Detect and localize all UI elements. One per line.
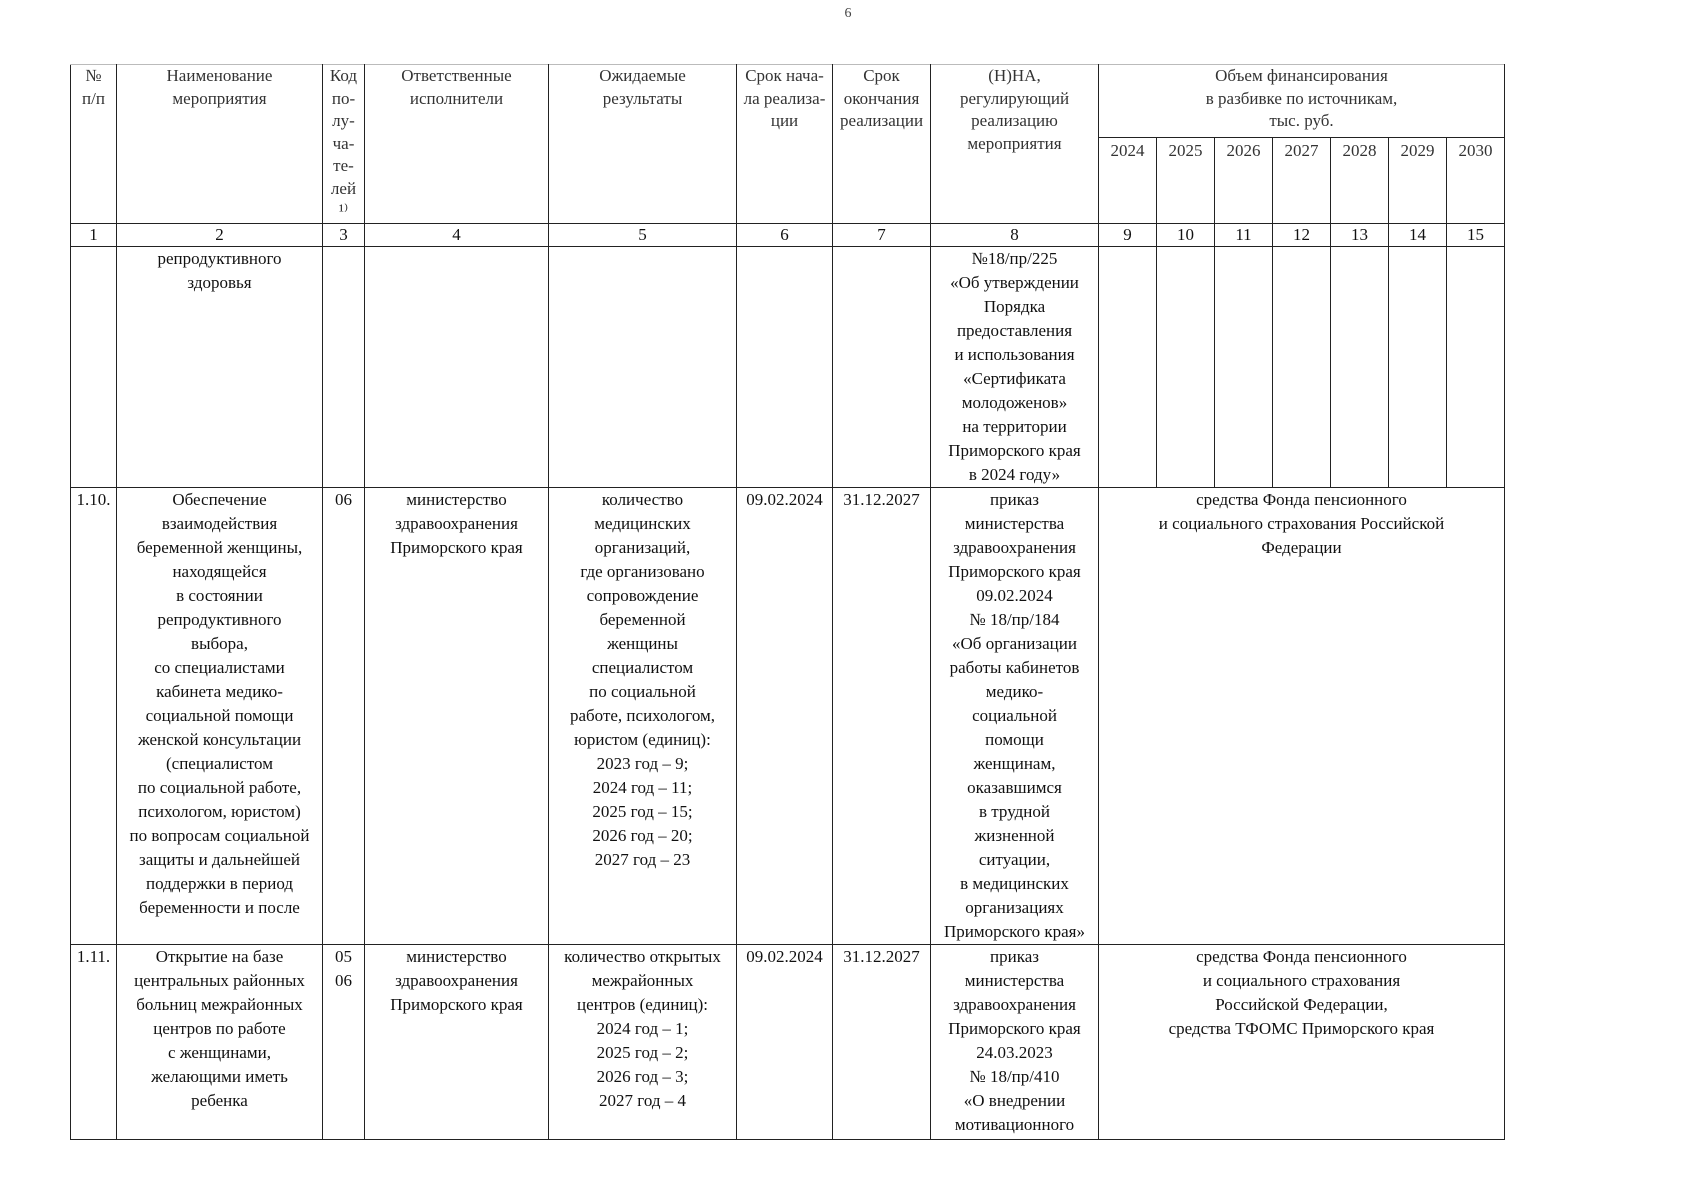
- column-number: 3: [323, 223, 365, 246]
- text-line: ребенка: [191, 1090, 248, 1110]
- text-line: медико-: [985, 681, 1044, 701]
- finance-cell: [1447, 246, 1505, 487]
- row-finance-sources: [1099, 487, 1505, 944]
- row-results: [549, 487, 737, 944]
- text-line: № 18/пр/410: [969, 1066, 1060, 1086]
- text-line: Российской Федерации,: [1215, 994, 1388, 1014]
- finance-cell: [1273, 246, 1331, 487]
- text-line: Код: [329, 66, 358, 85]
- text-line: «О внедрении: [963, 1090, 1066, 1110]
- text-line: работе, психологом,: [569, 705, 716, 725]
- column-number: 8: [931, 223, 1099, 246]
- column-number: 14: [1389, 223, 1447, 246]
- header-year: 2030: [1447, 137, 1505, 223]
- row-npa: [931, 487, 1099, 944]
- header-year: 2028: [1331, 137, 1389, 223]
- row-name: [117, 246, 323, 487]
- text-line: больниц межрайонных: [136, 994, 303, 1014]
- text-line: здравоохранения: [395, 513, 518, 533]
- row-results: [549, 944, 737, 1139]
- header-code: [323, 65, 365, 224]
- text-line: и использования: [954, 344, 1075, 364]
- text-line: здравоохранения: [953, 537, 1076, 557]
- header-end: [833, 65, 931, 224]
- text-line: по вопросам социальной: [129, 825, 310, 845]
- column-number: 7: [833, 223, 931, 246]
- text-line: те-: [333, 156, 354, 175]
- text-line: реализацию: [971, 111, 1058, 130]
- text-line: в медицинских: [960, 873, 1069, 893]
- row-code: [323, 487, 365, 944]
- text-line: лу-: [332, 111, 355, 130]
- column-number: 5: [549, 223, 737, 246]
- header-name: [117, 65, 323, 224]
- text-line: количество: [601, 489, 684, 509]
- text-line: беременной: [599, 609, 686, 629]
- text-line: беременной женщины,: [136, 537, 303, 557]
- text-line: (Н)НА,: [988, 66, 1041, 85]
- header-finance: [1099, 65, 1505, 138]
- row-npa: [931, 246, 1099, 487]
- text-line: Федерации: [1261, 537, 1342, 557]
- text-line: ситуации,: [978, 849, 1051, 869]
- text-line: исполнители: [409, 88, 504, 108]
- text-line: на территории: [962, 416, 1067, 436]
- text-line: кабинета медико-: [156, 681, 283, 701]
- text-line: министерства: [964, 513, 1065, 533]
- text-line: тыс. руб.: [1269, 111, 1334, 130]
- row-executors: [365, 487, 549, 944]
- text-line: № 18/пр/184: [969, 609, 1060, 629]
- text-line: средства ТФОМС Приморского края: [1168, 1018, 1435, 1038]
- text-line: социальной: [972, 705, 1057, 725]
- text-line: с женщинами,: [168, 1042, 271, 1062]
- column-number: 13: [1331, 223, 1389, 246]
- table-header: [71, 65, 1505, 224]
- text-line: средства Фонда пенсионного: [1196, 946, 1407, 966]
- text-line: Приморского края: [948, 440, 1081, 460]
- header-year: 2026: [1215, 137, 1273, 223]
- text-line: 2026 год – 3;: [596, 1066, 689, 1086]
- text-line: 2023 год – 9;: [596, 753, 689, 773]
- column-number: 12: [1273, 223, 1331, 246]
- text-line: центров (единиц):: [576, 994, 709, 1014]
- text-line: психологом, юристом): [138, 801, 301, 821]
- row-num: 1.11.: [71, 944, 117, 1139]
- text-line: Приморского края: [390, 537, 523, 557]
- text-line: Приморского края: [948, 561, 1081, 581]
- finance-cell: [1215, 246, 1273, 487]
- text-line: №18/пр/225: [971, 248, 1058, 268]
- text-line: «Сертификата: [963, 368, 1066, 388]
- text-line: количество открытых: [564, 946, 721, 966]
- text-line: ла реализа-: [743, 88, 826, 108]
- text-line: средства Фонда пенсионного: [1196, 489, 1407, 509]
- text-line: женской консультации: [137, 729, 302, 749]
- text-line: со специалистами: [154, 657, 285, 677]
- text-line: п/п: [82, 88, 105, 108]
- header-npa: [931, 65, 1099, 224]
- text-line: защиты и дальнейшей: [139, 849, 300, 869]
- text-line: юристом (единиц):: [574, 729, 711, 749]
- text-line: Наименование: [166, 66, 273, 85]
- text-line: желающими иметь: [151, 1066, 288, 1086]
- text-line: (специалистом: [165, 753, 273, 773]
- text-line: Ожидаемые: [599, 66, 686, 85]
- text-line: и социального страхования Российской: [1158, 513, 1445, 533]
- text-line: министерство: [406, 946, 507, 966]
- text-line: Порядка: [983, 296, 1046, 316]
- text-line: специалистом: [591, 657, 694, 677]
- text-line: по социальной: [589, 681, 696, 701]
- text-line: 2024 год – 11;: [592, 777, 693, 797]
- row-start: [737, 246, 833, 487]
- row-npa: [931, 944, 1099, 1139]
- text-line: в разбивке по источникам,: [1205, 88, 1398, 108]
- header-year: 2024: [1099, 137, 1157, 223]
- row-results: [549, 246, 737, 487]
- text-line: Приморского края»: [944, 921, 1085, 941]
- row-finance-sources: [1099, 944, 1505, 1139]
- column-number: 11: [1215, 223, 1273, 246]
- column-number: 10: [1157, 223, 1215, 246]
- text-line: 06: [335, 489, 352, 509]
- text-line: ции: [770, 111, 799, 130]
- text-line: здравоохранения: [953, 994, 1076, 1014]
- table-row: [71, 246, 1505, 487]
- header-num: [71, 65, 117, 224]
- table-row: [71, 944, 1505, 1139]
- text-line: молодоженов»: [961, 392, 1068, 412]
- row-num: [71, 246, 117, 487]
- text-line: 2026 год – 20;: [592, 825, 693, 845]
- text-line: и социального страхования: [1202, 970, 1401, 990]
- text-line: лей: [330, 178, 357, 198]
- activities-table: [70, 64, 1505, 1140]
- text-line: Обеспечение: [172, 489, 267, 509]
- header-executors: [365, 65, 549, 224]
- text-line: здоровья: [187, 272, 252, 292]
- text-line: Приморского края: [390, 994, 523, 1014]
- column-number: 2: [117, 223, 323, 246]
- text-line: ча-: [332, 133, 355, 153]
- text-line: организациях: [965, 897, 1064, 917]
- text-line: находящейся: [172, 561, 267, 581]
- text-line: женщины: [607, 633, 678, 653]
- column-numbers-row: [71, 223, 1505, 246]
- text-line: Приморского края: [948, 1018, 1081, 1038]
- text-line: 2027 год – 4: [599, 1090, 686, 1110]
- column-number: 4: [365, 223, 549, 246]
- row-num: 1.10.: [71, 487, 117, 944]
- finance-cell: [1331, 246, 1389, 487]
- header-year: 2029: [1389, 137, 1447, 223]
- text-line: медицинских: [594, 513, 691, 533]
- text-line: результаты: [602, 88, 683, 108]
- text-line: 2025 год – 2;: [596, 1042, 689, 1062]
- text-line: приказ: [990, 489, 1039, 509]
- finance-cell: [1099, 246, 1157, 487]
- text-line: где организовано: [580, 561, 705, 581]
- row-code: [323, 246, 365, 487]
- text-line: поддержки в период: [146, 873, 293, 893]
- text-line: центральных районных: [134, 970, 305, 990]
- text-line: «Об организации: [952, 633, 1077, 653]
- text-line: Срок: [863, 66, 900, 85]
- text-line: мероприятия: [967, 133, 1062, 153]
- column-number: 1: [71, 223, 117, 246]
- text-line: 2025 год – 15;: [592, 801, 693, 821]
- row-executors: [365, 944, 549, 1139]
- column-number: 9: [1099, 223, 1157, 246]
- text-line: 09.02.2024: [976, 585, 1053, 605]
- text-line: репродуктивного: [157, 609, 282, 629]
- text-line: центров по работе: [153, 1018, 286, 1038]
- text-line: женщинам,: [973, 753, 1056, 773]
- column-number: 6: [737, 223, 833, 246]
- text-line: регулирующий: [959, 88, 1070, 108]
- finance-cell: [1157, 246, 1215, 487]
- header-year: 2027: [1273, 137, 1331, 223]
- text-line: реализации: [839, 111, 924, 130]
- text-line: здравоохранения: [395, 970, 518, 990]
- text-line: мероприятия: [172, 88, 267, 108]
- text-line: мотивационного: [954, 1114, 1075, 1134]
- text-line: взаимодействия: [161, 513, 278, 533]
- text-line: ¹⁾: [338, 201, 349, 220]
- header-year: 2025: [1157, 137, 1215, 223]
- text-line: сопровождение: [586, 585, 699, 605]
- text-line: 24.03.2023: [976, 1042, 1053, 1062]
- text-line: 06: [335, 970, 352, 990]
- row-name: [117, 487, 323, 944]
- text-line: помощи: [985, 729, 1044, 749]
- text-line: оказавшимся: [967, 777, 1062, 797]
- column-number: 15: [1447, 223, 1505, 246]
- text-line: репродуктивного: [157, 248, 282, 268]
- page-number: 6: [844, 6, 852, 21]
- text-line: №: [85, 66, 102, 85]
- row-code: [323, 944, 365, 1139]
- text-line: выбора,: [191, 633, 248, 653]
- text-line: в состоянии: [176, 585, 263, 605]
- row-start: 09.02.2024: [737, 944, 833, 1139]
- text-line: Срок нача-: [745, 66, 824, 85]
- row-name: [117, 944, 323, 1139]
- text-line: приказ: [990, 946, 1039, 966]
- text-line: предоставления: [956, 320, 1073, 340]
- table-row: [71, 487, 1505, 944]
- text-line: Объем финансирования: [1215, 66, 1388, 85]
- text-line: по-: [331, 88, 356, 108]
- text-line: министерства: [964, 970, 1065, 990]
- text-line: 2024 год – 1;: [596, 1018, 689, 1038]
- text-line: министерство: [406, 489, 507, 509]
- text-line: «Об утверждении: [950, 272, 1079, 292]
- text-line: межрайонных: [591, 970, 694, 990]
- text-line: окончания: [843, 88, 920, 108]
- text-line: в трудной: [979, 801, 1050, 821]
- text-line: беременности и после: [139, 897, 300, 917]
- text-line: жизненной: [974, 825, 1055, 845]
- text-line: 2027 год – 23: [594, 849, 691, 869]
- row-start: 09.02.2024: [737, 487, 833, 944]
- text-line: социальной помощи: [145, 705, 294, 725]
- text-line: организаций,: [594, 537, 691, 557]
- text-line: работы кабинетов: [949, 657, 1080, 677]
- text-line: Ответственные: [401, 66, 512, 85]
- row-end: 31.12.2027: [833, 487, 931, 944]
- header-results: [549, 65, 737, 224]
- text-line: по социальной работе,: [137, 777, 302, 797]
- row-end: [833, 246, 931, 487]
- text-line: Открытие на базе: [155, 946, 284, 966]
- text-line: 05: [335, 946, 352, 966]
- row-executors: [365, 246, 549, 487]
- header-start: [737, 65, 833, 224]
- row-end: 31.12.2027: [833, 944, 931, 1139]
- finance-cell: [1389, 246, 1447, 487]
- text-line: в 2024 году»: [968, 464, 1061, 484]
